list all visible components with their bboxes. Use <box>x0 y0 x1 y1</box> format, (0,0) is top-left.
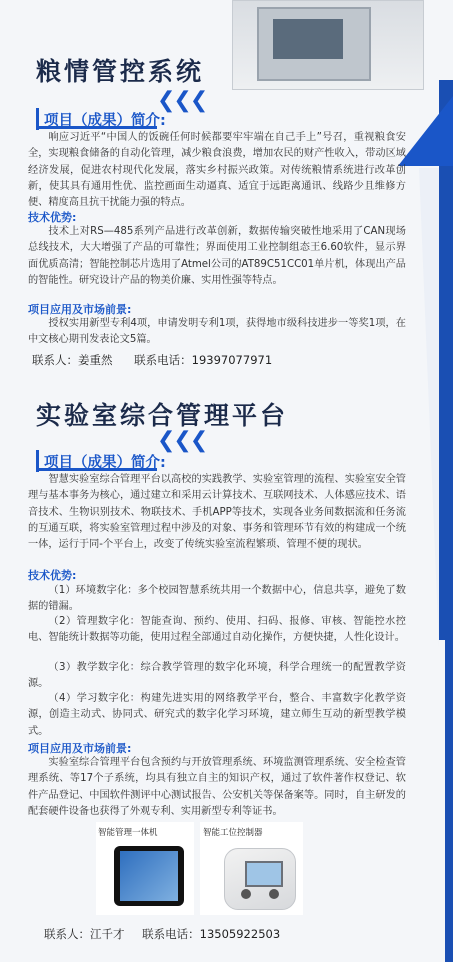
controller-button <box>241 889 251 899</box>
section2-item-2: （2）管理数字化：智能查询、预约、使用、扫码、报修、审核、智能控水控电、智能统计数据等功能，使用过程全部通过自动化操作，方便快捷，人性化设计。 <box>28 616 406 644</box>
heading-text: 项目（成果）简介: <box>44 113 166 129</box>
section2-market-heading: 项目应用及市场前景: <box>28 742 132 755</box>
terminal-screen <box>120 851 178 901</box>
contact-person: 联系人：江千才 <box>44 927 125 941</box>
product-label: 智能管理一体机 <box>98 828 158 838</box>
workstation-controller-image <box>224 848 296 910</box>
chevron-icon: ❮❮❮ <box>157 428 207 453</box>
section1-project-heading <box>36 108 166 130</box>
section1-tech-text: 技术上对RS—485系列产品进行改革创新，数据传输突破性地采用了CAN现场总线技术，大大增强了产品的可靠性；界面使用工业控制组态王6.60软件，显示界面优质高清；智能控制芯片选用了Atmel公司的AT89C51CC01单片机，体现出产品的智能性。研究设计产品的物美价廉、实用性强等特点。 <box>28 226 406 286</box>
cabinet-screen <box>273 19 343 59</box>
heading-text: 项目（成果）简介: <box>44 455 166 471</box>
section2-project-heading <box>36 450 166 472</box>
section1-intro: 响应习近平“中国人的饭碗任何时候都要牢牢端在自己手上”号召，重视粮食安全，实现粮食储备的自动化管理，减少粮食浪费，增加农民的财产性收入，带动区域经济发展，促进农村现代化发展，落实乡村振兴政策。对传统粮情系统进行改革创新，使其具有通用性优、监控画面生动逼真、适宜于远距离通讯、线路少且维修方便、精度高且抗干扰能力强的特点。 <box>28 132 406 209</box>
section1-title: 粮情管控系统 <box>36 57 205 86</box>
section1-contact <box>32 352 276 368</box>
section2-item-4: （4）学习数字化：构建先进实用的网络教学平台，整合、丰富数字化教学资源，创造主动式、协同式、研究式的数字化学习环境，建立师生互动的新型教学模式。 <box>28 693 406 737</box>
section1-market-text: 授权实用新型专利4项，申请发明专利1项，获得地市级科技进步一等奖1项，在中文核心期刊发表论文5篇。 <box>28 318 406 346</box>
grain-control-cabinet-photo <box>232 0 424 90</box>
background-stripe <box>419 168 439 648</box>
contact-phone: 联系电话：19397077971 <box>134 353 273 367</box>
product-label: 智能工位控制器 <box>203 828 263 838</box>
product-card-controller <box>200 822 303 915</box>
chevron-icon: ❮❮❮ <box>157 88 207 113</box>
controller-screen <box>245 861 283 887</box>
section2-title: 实验室综合管理平台 <box>36 401 289 430</box>
section1-market-heading: 项目应用及市场前景: <box>28 303 132 316</box>
smart-terminal-image <box>114 846 184 906</box>
product-card-terminal <box>96 822 194 915</box>
corner-triangle <box>398 96 453 166</box>
section2-item-1: （1）环境数字化：多个校园智慧系统共用一个数据中心，信息共享，避免了数据的错漏。 <box>28 585 406 613</box>
contact-person: 联系人：姜重然 <box>32 353 113 367</box>
section2-market-text: 实验室综合管理平台包含预约与开放管理系统、环境监测管理系统、安全检查管理系统、等17个子系统，均具有独立自主的知识产权，通过了软件著作权登记、软件产品登记、中国软件测评中心测试报告、公安机关等保备案等。同时，自主研发的配套硬件设备也获得了外观专利、实用新型专利等证书。 <box>28 757 406 817</box>
section2-item-3: （3）教学数字化：综合教学管理的数字化环境，科学合理统一的配置教学资源。 <box>28 662 406 690</box>
contact-phone: 联系电话：13505922503 <box>142 927 281 941</box>
section2-contact <box>44 926 284 942</box>
right-accent-band-lower <box>445 640 453 962</box>
section2-intro: 智慧实验室综合管理平台以高校的实践教学、实验室管理的流程、实验室安全管理与基本事务为核心，通过建立和采用云计算技术、互联网技术、人体感应技术、语音技术、生物识别技术、物联技术、手机APP等技术，实现各业务间数据流和任务流的互通互联，将实验室管理过程中涉及的对象、事务和管理环节有效的构建成一个统一体，运行于同-个平台上，改变了传统实验室流程繁琐、管理不便的现状。 <box>28 474 406 551</box>
controller-button <box>269 889 279 899</box>
section1-tech-heading: 技术优势: <box>28 211 77 224</box>
section2-tech-heading: 技术优势: <box>28 569 77 582</box>
